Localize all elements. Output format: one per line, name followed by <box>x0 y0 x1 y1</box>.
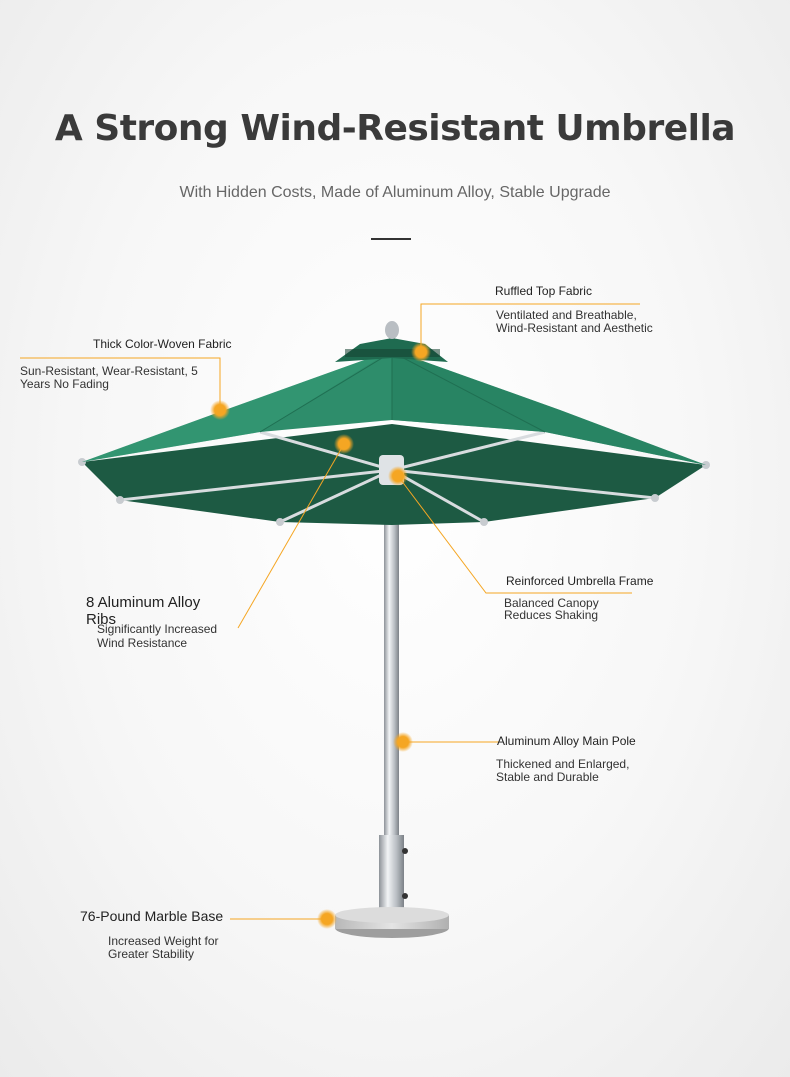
fabric-title: Thick Color-Woven Fabric <box>93 337 232 351</box>
dot-ribs <box>334 434 354 454</box>
marble-base-top <box>335 907 449 923</box>
umbrella-finial <box>385 321 399 339</box>
dot-top-fabric <box>411 342 431 362</box>
ribs-title-2: Ribs <box>86 611 117 628</box>
base-desc-2: Greater Stability <box>108 947 195 961</box>
top-fabric-desc-2: Wind-Resistant and Aesthetic <box>496 321 653 335</box>
pole-desc-1: Thickened and Enlarged, <box>496 757 630 771</box>
dot-frame <box>388 466 408 486</box>
page-title: A Strong Wind-Resistant Umbrella <box>54 108 736 149</box>
top-fabric-title: Ruffled Top Fabric <box>495 284 592 298</box>
pole-knob-bottom <box>402 893 408 899</box>
frame-desc-2: Reduces Shaking <box>504 608 599 622</box>
dot-pole <box>393 732 413 752</box>
base-desc-1: Increased Weight for <box>108 934 219 948</box>
ribs-desc-1: Significantly Increased <box>97 622 218 636</box>
ribs-title-1: 8 Aluminum Alloy <box>86 594 201 611</box>
pole-title: Aluminum Alloy Main Pole <box>497 734 636 748</box>
page-subtitle: With Hidden Costs, Made of Aluminum Alloy, Stable Upgrade <box>179 184 611 201</box>
pole-lower-sleeve <box>379 835 404 913</box>
pole-knob-top <box>402 848 408 854</box>
fabric-desc-1: Sun-Resistant, Wear-Resistant, 5 <box>20 364 198 378</box>
top-fabric-desc-1: Ventilated and Breathable, <box>496 308 637 322</box>
pole-desc-2: Stable and Durable <box>496 770 599 784</box>
dot-base <box>317 909 337 929</box>
dot-fabric <box>210 400 230 420</box>
frame-desc-1: Balanced Canopy <box>504 596 599 610</box>
fabric-desc-2: Years No Fading <box>20 377 109 391</box>
frame-title: Reinforced Umbrella Frame <box>506 574 654 588</box>
base-title: 76-Pound Marble Base <box>80 908 224 924</box>
ribs-desc-2: Wind Resistance <box>97 636 188 650</box>
